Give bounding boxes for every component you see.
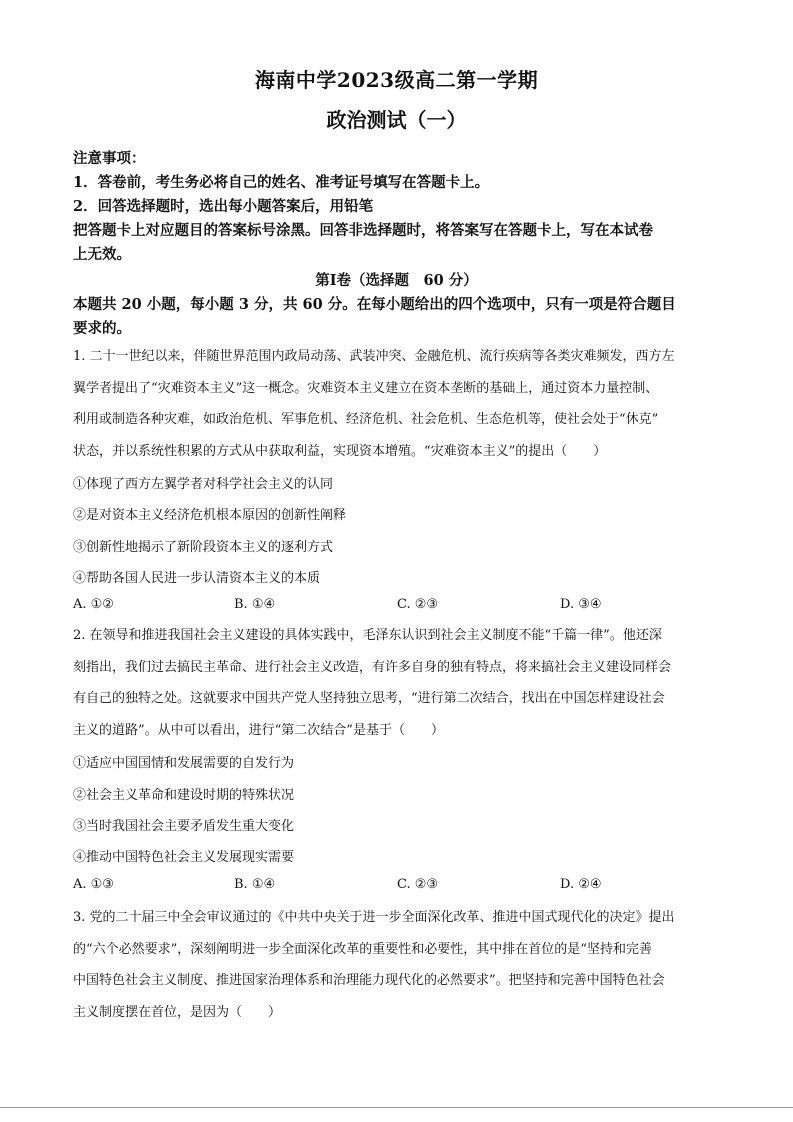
question-3-stem — [73, 902, 723, 1028]
section-desc-line: 本题共 20 小题，每小题 3 分，共 60 分。在每小题给出的四个选项中，只有一项是符合题目 — [73, 296, 676, 313]
notice-line: 1．答卷前，考生务必将自己的姓名、准考证号填写在答题卡上。 — [73, 174, 490, 191]
choice-c: C. ②③ — [397, 597, 439, 612]
stem-line: 中国特色社会主义制度、推进国家治理体系和治理能力现代化的必然要求”。把坚持和完善中国特色社会 — [73, 973, 665, 988]
choice-c: C. ②③ — [397, 877, 439, 892]
choice-a: A. ①③ — [73, 877, 114, 892]
notice-line: 上无效。 — [73, 246, 131, 263]
question-2-choices — [73, 877, 723, 897]
stem-line: 3. 党的二十届三中全会审议通过的《中共中央关于进一步全面深化改革、推进中国式现代化的决定》提出 — [73, 910, 675, 925]
notice-heading: 注意事项： — [73, 150, 146, 167]
question-2-option: ③当时我国社会主要矛盾发生重大变化 — [73, 819, 295, 834]
question-1-option: ①体现了西方左翼学者对科学社会主义的认同 — [73, 477, 334, 492]
question-2-option: ④推动中国特色社会主义发展现实需要 — [73, 850, 295, 865]
question-1-option: ③创新性地揭示了新阶段资本主义的逐利方式 — [73, 540, 334, 555]
page-bottom-divider — [0, 1107, 793, 1108]
exam-subtitle: 政治测试（一） — [326, 108, 467, 132]
notice-line: 2．回答选择题时，选出每小题答案后，用铅笔 — [73, 198, 374, 215]
exam-title: 海南中学2023级高二第一学期 — [254, 68, 539, 92]
question-1-option: ②是对资本主义经济危机根本原因的创新性阐释 — [73, 508, 347, 523]
stem-line: 主义的道路”。从中可以看出，进行“第二次结合”是基于（ ） — [73, 722, 444, 738]
choice-a: A. ①② — [73, 597, 114, 612]
stem-line: 1. 二十一世纪以来，伴随世界范围内政局动荡、武装冲突、金融危机、流行疾病等各类灾难频发，西方左 — [73, 349, 675, 364]
question-2-stem — [73, 620, 723, 746]
stem-line: 主义制度摆在首位，是因为（ ） — [73, 1004, 282, 1020]
notice-block — [73, 147, 723, 267]
choice-b: B. ①④ — [234, 597, 276, 612]
choice-b: B. ①④ — [234, 877, 276, 892]
question-2-option: ②社会主义革命和建设时期的特殊状况 — [73, 788, 295, 803]
notice-line: 把答题卡上对应题目的答案标号涂黑。回答非选择题时，将答案写在答题卡上，写在本试卷 — [73, 222, 653, 239]
stem-line: 2. 在领导和推进我国社会主义建设的具体实践中，毛泽东认识到社会主义制度不能“千篇一律”。他还深 — [73, 628, 662, 643]
stem-line: 状态，并以系统性积累的方式从中获取利益，实现资本增殖。“灾难资本主义”的提出（ ） — [73, 443, 607, 459]
section-desc-line: 要求的。 — [73, 320, 131, 337]
choice-d: D. ②④ — [560, 877, 602, 892]
question-2-option: ①适应中国国情和发展需要的自发行为 — [73, 756, 295, 771]
question-1-stem — [73, 341, 723, 467]
stem-line: 刻指出，我们过去搞民主革命、进行社会主义改造，有许多自身的独有特点，将来搞社会主义建设同样会 — [73, 659, 672, 675]
section-heading: 第Ⅰ卷（选择题 60 分） — [315, 272, 478, 289]
choice-d: D. ③④ — [560, 597, 602, 612]
question-1-option: ④帮助各国人民进一步认清资本主义的本质 — [73, 571, 321, 586]
stem-line: 有自己的独特之处。这就要求中国共产党人坚持独立思考，“进行第二次结合，找出在中国怎样建设社会 — [73, 691, 665, 706]
stem-line: 利用或制造各种灾难，如政治危机、军事危机、经济危机、社会危机、生态危机等，使社会处于“休克” — [73, 412, 659, 427]
question-1-choices — [73, 597, 723, 617]
section-description — [73, 293, 723, 341]
stem-line: 的“六个必然要求”，深刻阐明进一步全面深化改革的重要性和必要性，其中排在首位的是“坚持和完善 — [73, 941, 652, 957]
stem-line: 翼学者提出了“灾难资本主义”这一概念。灾难资本主义建立在资本垄断的基础上，通过资本力量控制、 — [73, 380, 659, 396]
